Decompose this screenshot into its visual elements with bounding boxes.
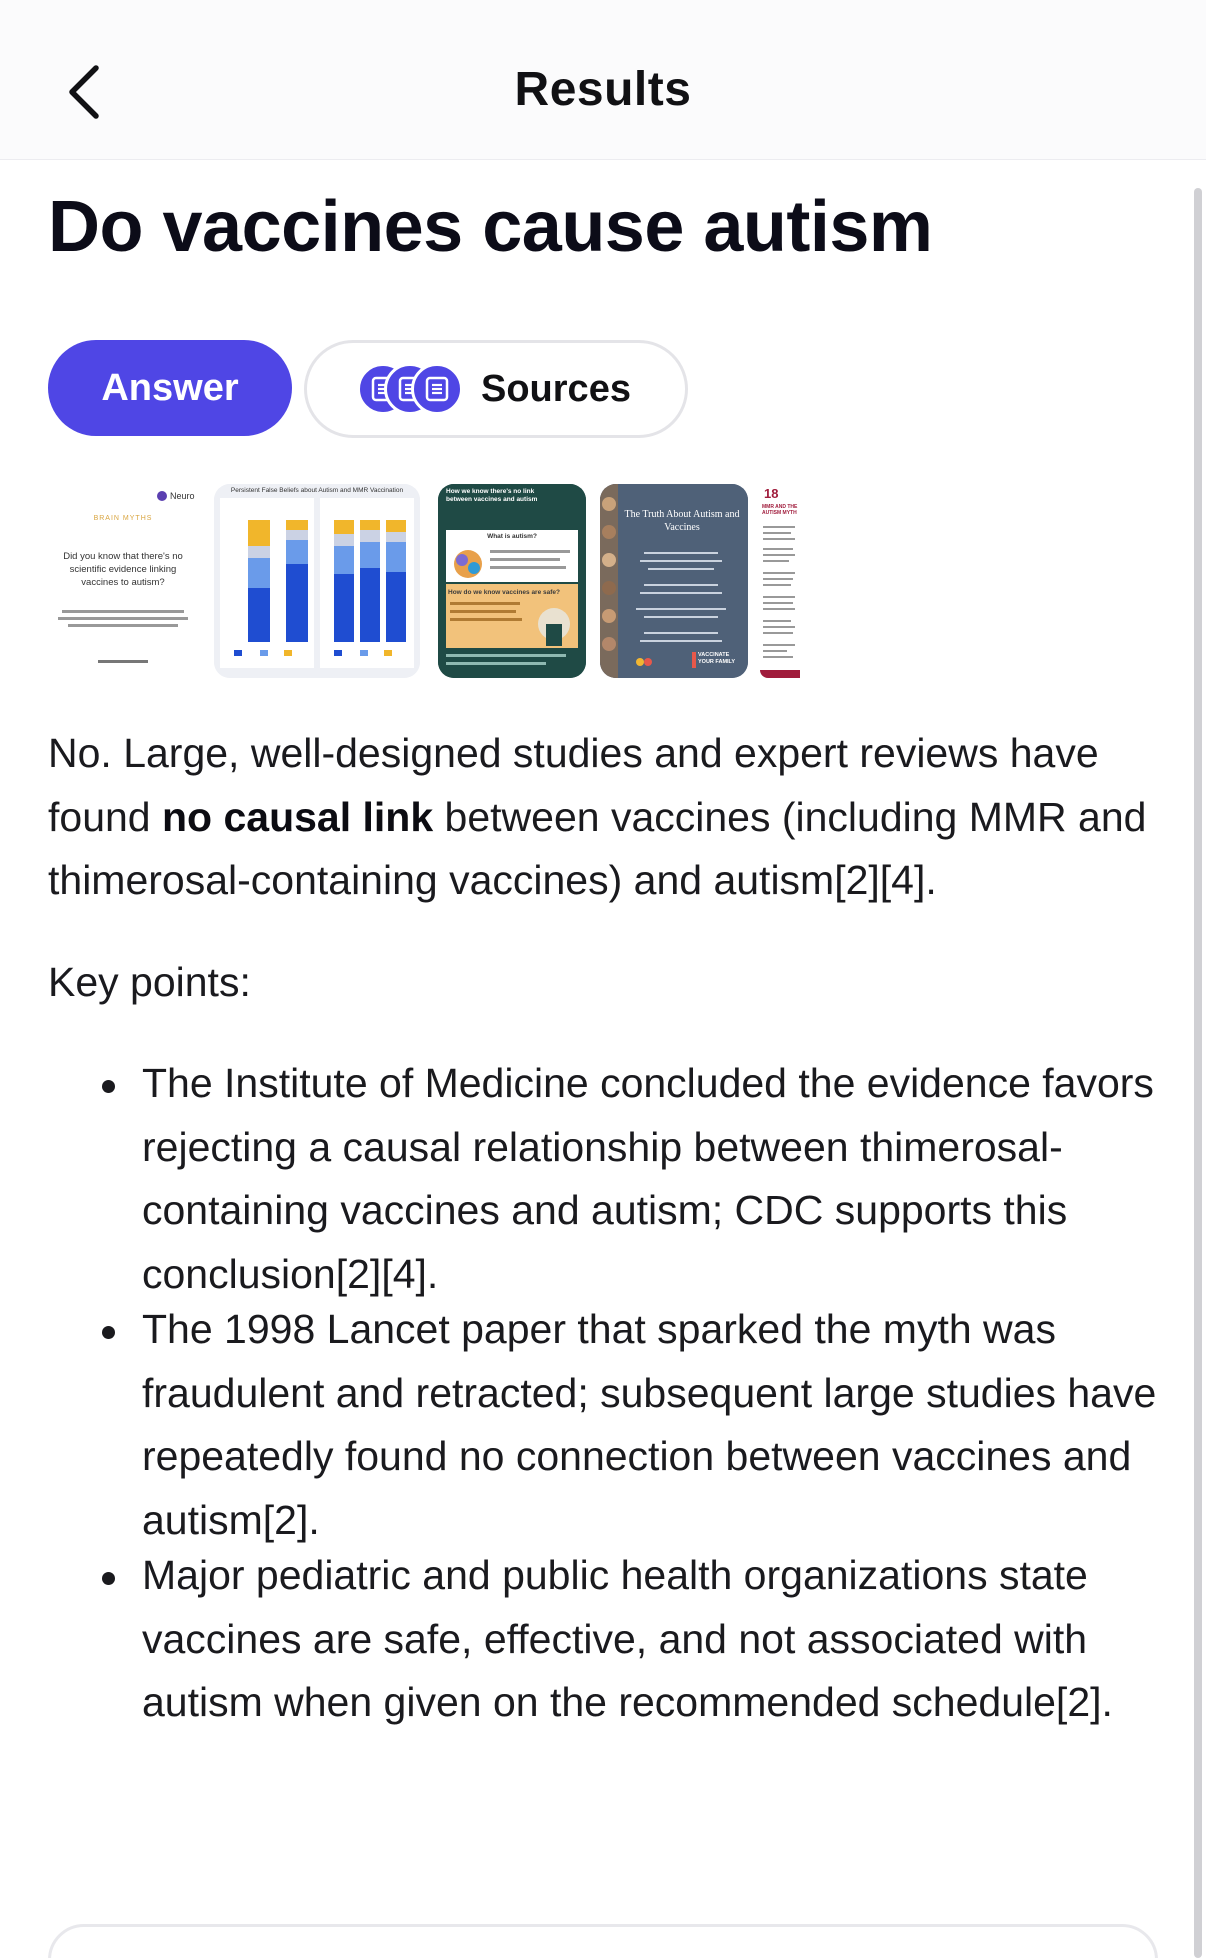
answer-intro-emphasis: no causal link [162,793,434,840]
key-points-heading: Key points: [48,958,251,1005]
source-thumbnail-chart[interactable] [214,484,420,678]
key-point: The Institute of Medicine concluded the evidence favors rejecting a causal relationship between thimerosal-containing vaccines and autism; CDC supports this conclusion[2][4]. [142,1052,1158,1306]
answer-body [48,722,1158,1727]
answer-intro-text-end: between vaccines (including MMR and thimerosal-containing vaccines) and autism[2][4]. [48,793,1147,903]
key-point: The 1998 Lancet paper that sparked the myth was fraudulent and retracted; subsequent large studies have repeatedly found no connection between vaccines and autism[2]. [142,1298,1158,1552]
key-point: Major pediatric and public health organizations state vaccines are safe, effective, and not associated with autism when given on the recommended schedule[2]. [142,1544,1158,1735]
source-thumbnail-brain-myths[interactable] [48,484,198,678]
result-tabs [48,340,688,438]
thumb-tag: BRAIN MYTHS [93,515,153,522]
tab-sources[interactable] [304,340,688,438]
answer-intro-text: No. Large, well-designed studies and expert reviews have found [48,730,1099,840]
sources-icon-stack [357,363,463,415]
tab-sources-label: Sources [481,367,631,410]
source-thumbnail-truth-about-autism[interactable] [600,484,748,678]
thumb-headline: Did you know that there's no scientific evidence linking vaccines to autism? [63,551,183,588]
thumb-headline: Persistent False Beliefs about Autism and MMR Vaccination [230,487,404,494]
source-thumbnail-infographic[interactable] [438,484,586,678]
thumb-headline: How we know there's no link between vaccines and autism [446,488,538,503]
thumb-section-2: How do we know vaccines are safe? [448,589,560,596]
document-icon [411,363,463,415]
key-points-list [48,1052,1158,1735]
source-thumbnail-mmr-myth[interactable] [760,484,800,678]
svg-text:18: 18 [764,486,779,501]
tab-answer[interactable]: Answer [48,340,292,436]
thumb-headline: The Truth About Autism and Vaccines [624,509,740,533]
query-title: Do vaccines cause autism [48,187,933,267]
page-header-title: Results [514,63,692,116]
thumb-footer: VACCINATE YOUR FAMILY [698,652,736,665]
thumb-headline: MMR AND THE AUTISM MYTH [762,504,798,516]
answer-intro [48,722,1158,913]
top-bar [0,0,1206,160]
source-image-strip [48,484,858,680]
thumb-section: What is autism? [487,533,537,540]
follow-up-card[interactable] [48,1924,1158,1958]
thumb-brand: Neuro [170,491,195,501]
scrollbar[interactable] [1194,188,1202,1958]
